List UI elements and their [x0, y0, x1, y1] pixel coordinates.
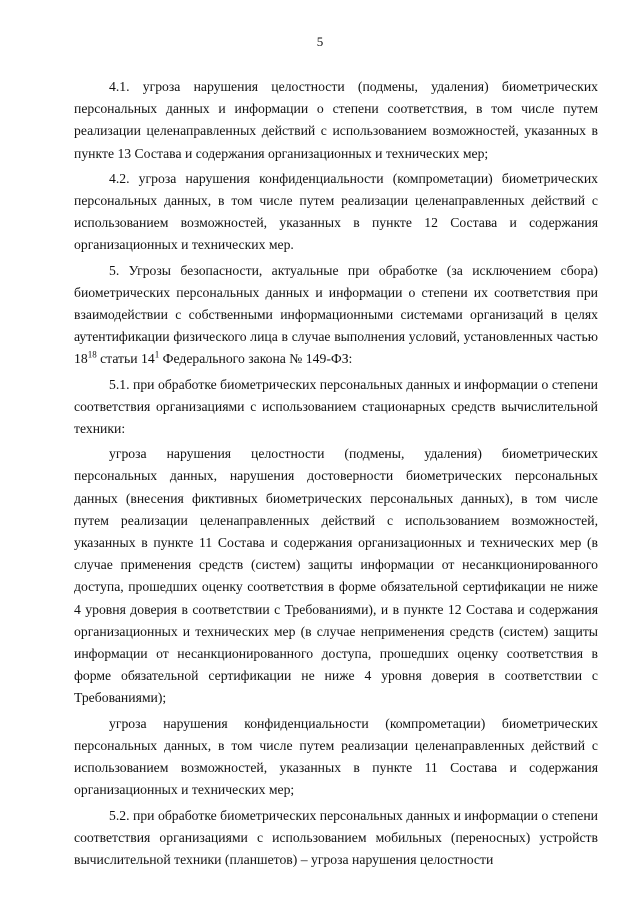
paragraph-5-text-middle: статьи 14 — [96, 351, 155, 367]
document-body — [74, 76, 598, 871]
paragraph-confidentiality-threat: угроза нарушения конфиденциальности (компрометации) биометрических персональных данных, в том числе путем реализации целенаправленных действий с использованием возможностей, указанных в пункте 11 Состава и содержания организационных и технических мер; — [74, 715, 598, 798]
footnote-superscript-article: 1 — [154, 349, 160, 360]
paragraph-5 — [74, 260, 598, 371]
paragraph-integrity-threat: угроза нарушения целостности (подмены, удаления) биометрических персональных данных, нарушения достоверности биометрических персональных данных (внесения фиктивных биометрических персональных данных), в том числе путем реализации целенаправленных действий с использованием возможностей, указанных в пункте 11 Состава и содержания организационных и технических мер (в случае применения средств (систем) защиты информации от несанкционированного доступа, прошедших оценку соответствия в форме обязательной сертификации не ниже 4 уровня доверия в соответствии с Требованиями), и в пункте 12 Состава и содержания организационных и технических мер (в случае неприменения средств (систем) защиты информации от несанкционированного доступа, прошедших оценку соответствия в форме обязательной сертификации не ниже 4 уровня доверия в соответствии с Требованиями); — [74, 446, 598, 706]
paragraph-5-1: 5.1. при обработке биометрических персональных данных и информации о степени соответствия организациями с использованием стационарных средств вычислительной техники: — [74, 376, 598, 437]
paragraph-5-text-end: Федерального закона № 149-ФЗ: — [159, 351, 353, 367]
paragraph-4-1: 4.1. угроза нарушения целостности (подмены, удаления) биометрических персональных данных и информации о степени соответствия, в том числе путем реализации целенаправленных действий с использованием возможностей, указанных в пункте 13 Состава и содержания организационных и технических мер; — [74, 79, 598, 161]
page-number: 5 — [316, 34, 324, 49]
paragraph-5-text-start: 5. Угрозы безопасности, актуальные при обработке (за исключением сбора) биометрических персональных данных и информации о степени их соответствия при взаимодействии с собственными информационными системами организаций в целях аутентификации физического лица в случае выполнения условий, установленных частью 18 — [74, 262, 598, 367]
footnote-superscript-part: 18 — [87, 349, 97, 360]
paragraph-4-2: 4.2. угроза нарушения конфиденциальности (компрометации) биометрических персональных данных, в том числе путем реализации целенаправленных действий с использованием возможностей, указанных в пункте 12 Состава и содержания организационных и технических мер. — [74, 170, 598, 253]
paragraph-5-2: 5.2. при обработке биометрических персональных данных и информации о степени соответствия организациями с использованием мобильных (переносных) устройств вычислительной техники (планшетов) – угроза нарушения целостности — [74, 807, 598, 867]
